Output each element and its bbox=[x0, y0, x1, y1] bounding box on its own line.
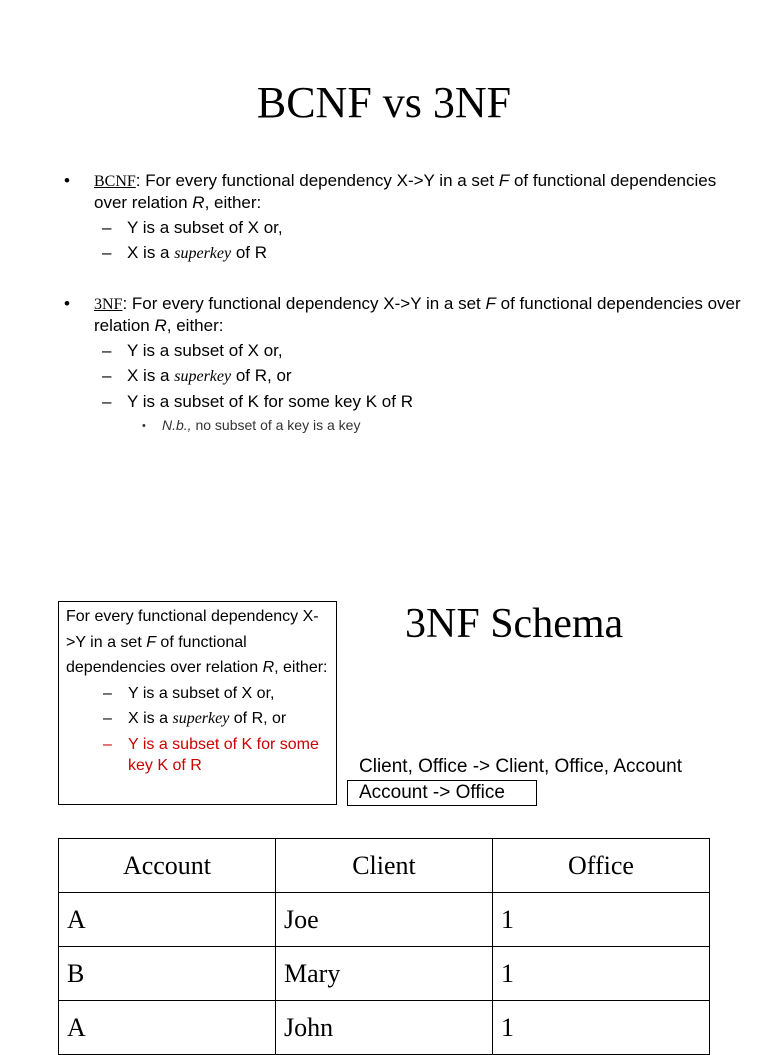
bullet-icon: • bbox=[142, 420, 146, 432]
column-header-account: Account bbox=[59, 839, 276, 893]
3nf-condition-1 bbox=[64, 340, 744, 361]
dash-icon: – bbox=[103, 735, 112, 753]
note bbox=[64, 415, 744, 436]
table-cell: John bbox=[276, 1001, 493, 1055]
box-condition-1 bbox=[66, 681, 330, 707]
table-cell: 1 bbox=[493, 947, 710, 1001]
dash-icon: – bbox=[102, 366, 112, 385]
dash-icon: – bbox=[102, 218, 112, 237]
condition-text: Y is a subset of K for some key K of R bbox=[127, 392, 413, 411]
bcnf-text: , either: bbox=[204, 193, 262, 212]
table-header-row bbox=[59, 839, 710, 893]
3nf-tag: 3NF bbox=[94, 296, 123, 313]
3nf-text: of functional dependencies over relation bbox=[94, 294, 741, 335]
schema-table bbox=[58, 838, 710, 1055]
superkey-term: superkey bbox=[172, 710, 230, 727]
table-cell: 1 bbox=[493, 1001, 710, 1055]
set-f: F bbox=[498, 171, 510, 190]
set-f: F bbox=[146, 633, 156, 651]
condition-text: of R, or bbox=[231, 366, 292, 385]
condition-text: Y is a subset of X or, bbox=[128, 684, 275, 702]
table-cell: 1 bbox=[493, 893, 710, 947]
table-row bbox=[59, 947, 710, 1001]
3nf-condition-3 bbox=[64, 391, 744, 412]
bcnf-bullet bbox=[64, 170, 744, 264]
dash-icon: – bbox=[102, 341, 112, 360]
bcnf-text: of functional dependencies over relation bbox=[94, 171, 717, 212]
schema-title: 3NF Schema bbox=[405, 601, 624, 647]
relation-r: R bbox=[262, 659, 275, 676]
condition-text: X is a bbox=[127, 243, 175, 262]
box-text: , either: bbox=[274, 659, 328, 676]
table-cell: Mary bbox=[276, 947, 493, 1001]
superkey-term: superkey bbox=[174, 368, 232, 385]
note-text: no subset of a key is a key bbox=[191, 417, 361, 433]
3nf-condition-2 bbox=[64, 365, 744, 387]
table-cell: B bbox=[59, 947, 276, 1001]
dependency-1: Client, Office -> Client, Office, Account bbox=[359, 756, 682, 777]
box-text: of functional dependencies over relation bbox=[66, 633, 263, 676]
3nf-text: : For every functional dependency X->Y in a set bbox=[122, 294, 486, 313]
bcnf-condition-1 bbox=[64, 217, 744, 238]
definition-box bbox=[58, 601, 337, 805]
table-row bbox=[59, 1001, 710, 1055]
3nf-bullet bbox=[64, 293, 744, 436]
dash-icon: – bbox=[103, 710, 112, 727]
set-f: F bbox=[485, 294, 496, 313]
dash-icon: – bbox=[102, 392, 112, 411]
dependency-2-box bbox=[347, 780, 537, 806]
box-condition-3-highlighted bbox=[66, 734, 330, 776]
dependency-2: Account -> Office bbox=[359, 782, 505, 803]
condition-text: of R bbox=[231, 243, 268, 262]
note-nb: N.b., bbox=[162, 417, 192, 433]
bullet-icon: • bbox=[64, 294, 70, 313]
column-header-office: Office bbox=[493, 839, 710, 893]
bcnf-tag: BCNF bbox=[94, 173, 136, 190]
bcnf-text: : For every functional dependency X->Y in a set bbox=[135, 171, 499, 190]
3nf-text: , either: bbox=[166, 316, 224, 335]
box-text: For every functional dependency X->Y in a set bbox=[66, 608, 319, 651]
column-header-client: Client bbox=[276, 839, 493, 893]
table-cell: Joe bbox=[276, 893, 493, 947]
condition-text: X is a bbox=[128, 710, 173, 727]
table-row bbox=[59, 893, 710, 947]
condition-text: Y is a subset of X or, bbox=[127, 341, 283, 360]
condition-text: Y is a subset of X or, bbox=[127, 218, 283, 237]
table-cell: A bbox=[59, 893, 276, 947]
condition-text: of R, or bbox=[229, 710, 287, 727]
bullet-icon: • bbox=[64, 171, 70, 190]
bcnf-condition-2 bbox=[64, 242, 744, 264]
box-condition-2 bbox=[66, 706, 330, 732]
slide-title: BCNF vs 3NF bbox=[256, 78, 512, 127]
table-cell: A bbox=[59, 1001, 276, 1055]
dash-icon: – bbox=[102, 243, 112, 262]
relation-r: R bbox=[192, 193, 205, 212]
condition-text: Y is a subset of K for some key K of R bbox=[128, 735, 319, 774]
superkey-term: superkey bbox=[174, 245, 232, 262]
relation-r: R bbox=[154, 316, 167, 335]
definition-text bbox=[66, 604, 330, 681]
dash-icon: – bbox=[103, 684, 112, 702]
condition-text: X is a bbox=[127, 366, 175, 385]
